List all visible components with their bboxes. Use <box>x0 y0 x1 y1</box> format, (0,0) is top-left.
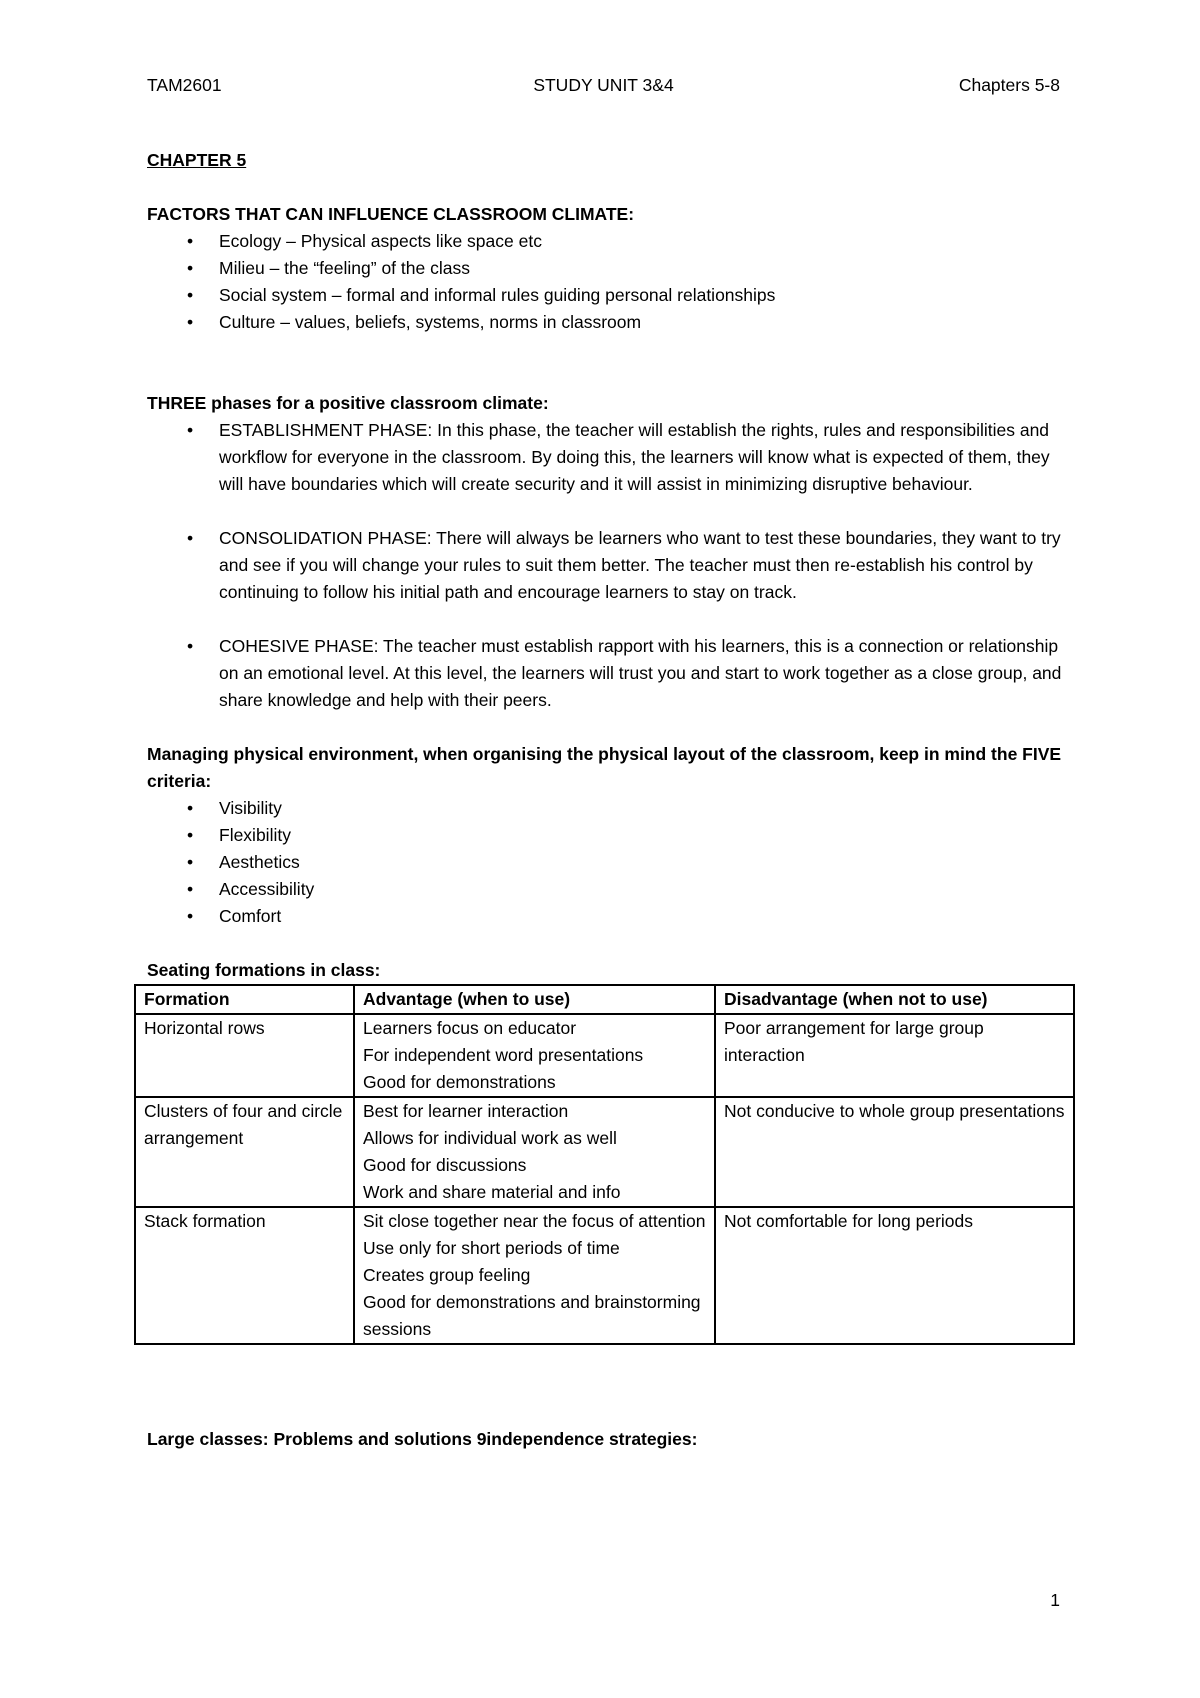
advantage-line: Good for demonstrations <box>363 1072 556 1092</box>
advantage-line: Use only for short periods of time <box>363 1238 620 1258</box>
list-item: • Culture – values, beliefs, systems, norms in classroom <box>147 309 1077 336</box>
phases-list <box>147 417 1077 714</box>
seating-table <box>134 984 1075 1345</box>
advantage-line: Creates group feeling <box>363 1265 531 1285</box>
disadvantage-cell: Not comfortable for long periods <box>715 1207 1074 1344</box>
list-item: • Ecology – Physical aspects like space etc <box>147 228 1077 255</box>
advantage-cell <box>354 1014 715 1097</box>
advantage-line: Best for learner interaction <box>363 1101 569 1121</box>
list-item: • Social system – formal and informal rules guiding personal relationships <box>147 282 1077 309</box>
factors-heading: FACTORS THAT CAN INFLUENCE CLASSROOM CLIMATE: <box>147 204 635 224</box>
header-study-unit: STUDY UNIT 3&4 <box>533 75 674 95</box>
advantage-line: Allows for individual work as well <box>363 1128 617 1148</box>
header-chapters: Chapters 5-8 <box>958 75 1060 95</box>
chapter-title: CHAPTER 5 <box>147 150 247 170</box>
list-item: • Comfort <box>147 903 1077 930</box>
page-content <box>144 147 1077 1453</box>
list-item: • Visibility <box>147 795 1077 822</box>
advantage-line: Good for discussions <box>363 1155 527 1175</box>
factors-list <box>147 228 1077 336</box>
formation-cell: Clusters of four and circle arrangement <box>135 1097 354 1207</box>
list-item: • CONSOLIDATION PHASE: There will always be learners who want to test these boundaries, they want to try and see if you will change your rules to suit them better. The teacher must then re-establish his control by continuing to follow his initial path and encourage learners to stay on track. <box>147 525 1077 606</box>
advantage-line: Learners focus on educator <box>363 1018 577 1038</box>
physical-heading: Managing physical environment, when organising the physical layout of the classroom, keep in mind the FIVE criteria: <box>147 744 1062 791</box>
phases-heading: THREE phases for a positive classroom climate: <box>147 393 549 413</box>
advantage-line: Work and share material and info <box>363 1182 621 1202</box>
list-item: • Aesthetics <box>147 849 1077 876</box>
disadvantage-cell: Not conducive to whole group presentations <box>715 1097 1074 1207</box>
table-row <box>135 1014 1074 1097</box>
list-item: • ESTABLISHMENT PHASE: In this phase, the teacher will establish the rights, rules and responsibilities and workflow for everyone in the classroom. By doing this, the learners will know what is expected of them, they will have boundaries which will create security and it will assist in minimizing disruptive behaviour. <box>147 417 1077 498</box>
advantage-line: Good for demonstrations and brainstorming sessions <box>363 1292 701 1339</box>
list-item: • Flexibility <box>147 822 1077 849</box>
list-item: • Milieu – the “feeling” of the class <box>147 255 1077 282</box>
disadvantage-cell: Poor arrangement for large group interaction <box>715 1014 1074 1097</box>
list-item: • Accessibility <box>147 876 1077 903</box>
table-header-row <box>135 985 1074 1014</box>
seating-title: Seating formations in class: <box>147 960 381 980</box>
page-number: 1 <box>1050 1590 1060 1610</box>
formation-cell: Horizontal rows <box>135 1014 354 1097</box>
header-course-code: TAM2601 <box>147 75 222 95</box>
column-header: Disadvantage (when not to use) <box>715 985 1074 1014</box>
table-row <box>135 1207 1074 1344</box>
large-classes-heading: Large classes: Problems and solutions 9independence strategies: <box>147 1429 698 1449</box>
advantage-line: For independent word presentations <box>363 1045 644 1065</box>
advantage-line: Sit close together near the focus of attention <box>363 1211 706 1231</box>
advantage-cell <box>354 1097 715 1207</box>
column-header: Formation <box>135 985 354 1014</box>
advantage-cell <box>354 1207 715 1344</box>
table-row <box>135 1097 1074 1207</box>
formation-cell: Stack formation <box>135 1207 354 1344</box>
column-header: Advantage (when to use) <box>354 985 715 1014</box>
list-item: • COHESIVE PHASE: The teacher must establish rapport with his learners, this is a connection or relationship on an emotional level. At this level, the learners will trust you and start to work together as a close group, and share knowledge and help with their peers. <box>147 633 1077 714</box>
page-header <box>147 75 1060 99</box>
criteria-list <box>147 795 1077 930</box>
